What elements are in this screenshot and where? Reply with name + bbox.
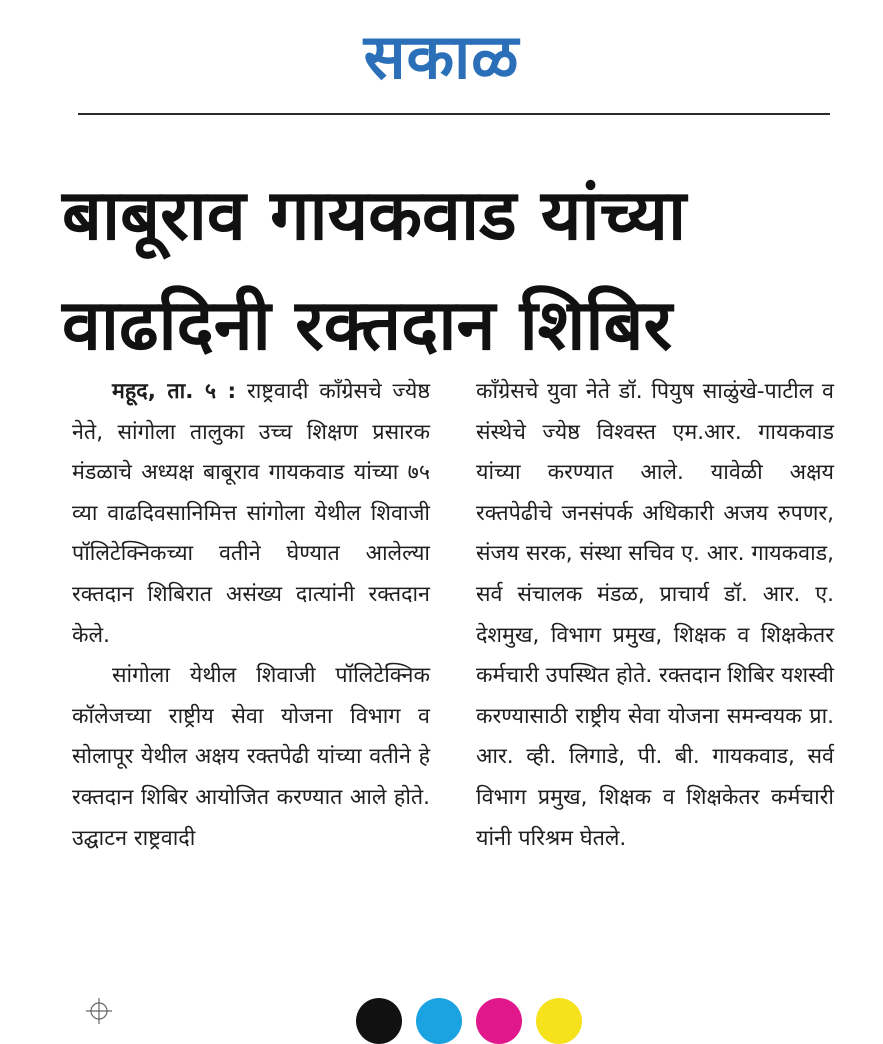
masthead — [0, 18, 883, 96]
article-paragraph-1 — [72, 372, 430, 656]
color-dot-magenta — [476, 998, 522, 1044]
color-dot-yellow — [536, 998, 582, 1044]
dateline: महूद, ता. ५ : — [112, 379, 237, 404]
article-column-left — [72, 372, 430, 859]
article-headline — [62, 160, 842, 380]
article-paragraph-2: सांगोला येथील शिवाजी पॉलिटेक्निक कॉलेजच्या राष्ट्रीय सेवा योजना विभाग व सोलापूर येथील अक्षय रक्तपेढी यांच्या वतीने हे रक्तदान शिबिर आयोजित करण्यात आले होते. उद्घाटन राष्ट्रवादी — [72, 663, 430, 851]
newspaper-logo: सकाळ — [363, 20, 520, 93]
headline-line-2: वाढदिनी रक्तदान शिबिर — [62, 284, 673, 366]
color-dot-black — [356, 998, 402, 1044]
masthead-divider — [78, 113, 830, 115]
registration-mark-icon — [86, 998, 112, 1024]
article-paragraph-2-continued: काँग्रेसचे युवा नेते डॉ. पियुष साळुंखे-पाटील व संस्थेचे ज्येष्ठ विश्‍वस्त एम.आर. गायकवाड यांच्या करण्यात आले. यावेळी अक्षय रक्तपेढीचे जनसंपर्क अधिकारी अजय रुपणर, संजय सरक, संस्था सचिव ए. आर. गायकवाड, सर्व संचालक मंडळ, प्राचार्य डॉ. आर. ए. देशमुख, विभाग प्रमुख, शिक्षक व शिक्षकेतर कर्मचारी उपस्थित होते. रक्तदान शिबिर यशस्वी करण्यासाठी राष्ट्रीय सेवा योजना समन्वयक प्रा. आर. व्ही. लिगाडे, पी. बी. गायकवाड, सर्व विभाग प्रमुख, शिक्षक व शिक्षकेतर कर्मचारी यांनी परिश्रम घेतले. — [476, 379, 834, 851]
color-dot-cyan — [416, 998, 462, 1044]
headline-line-1: बाबूराव गायकवाड यांच्या — [62, 174, 687, 256]
article-column-right — [476, 372, 834, 859]
paragraph-1-text: राष्ट्रवादी काँग्रेसचे ज्येष्ठ नेते, सांगोला तालुका उच्च शिक्षण प्रसारक मंडळाचे अध्यक्ष बाबूराव गायकवाड यांच्या ७५ व्या वाढदिवसानिमित्त सांगोला येथील शिवाजी पॉलिटेक्निकच्या वतीने घेण्यात आलेल्या रक्तदान शिबिरात असंख्य दात्यांनी रक्तदान केले. — [72, 379, 430, 648]
